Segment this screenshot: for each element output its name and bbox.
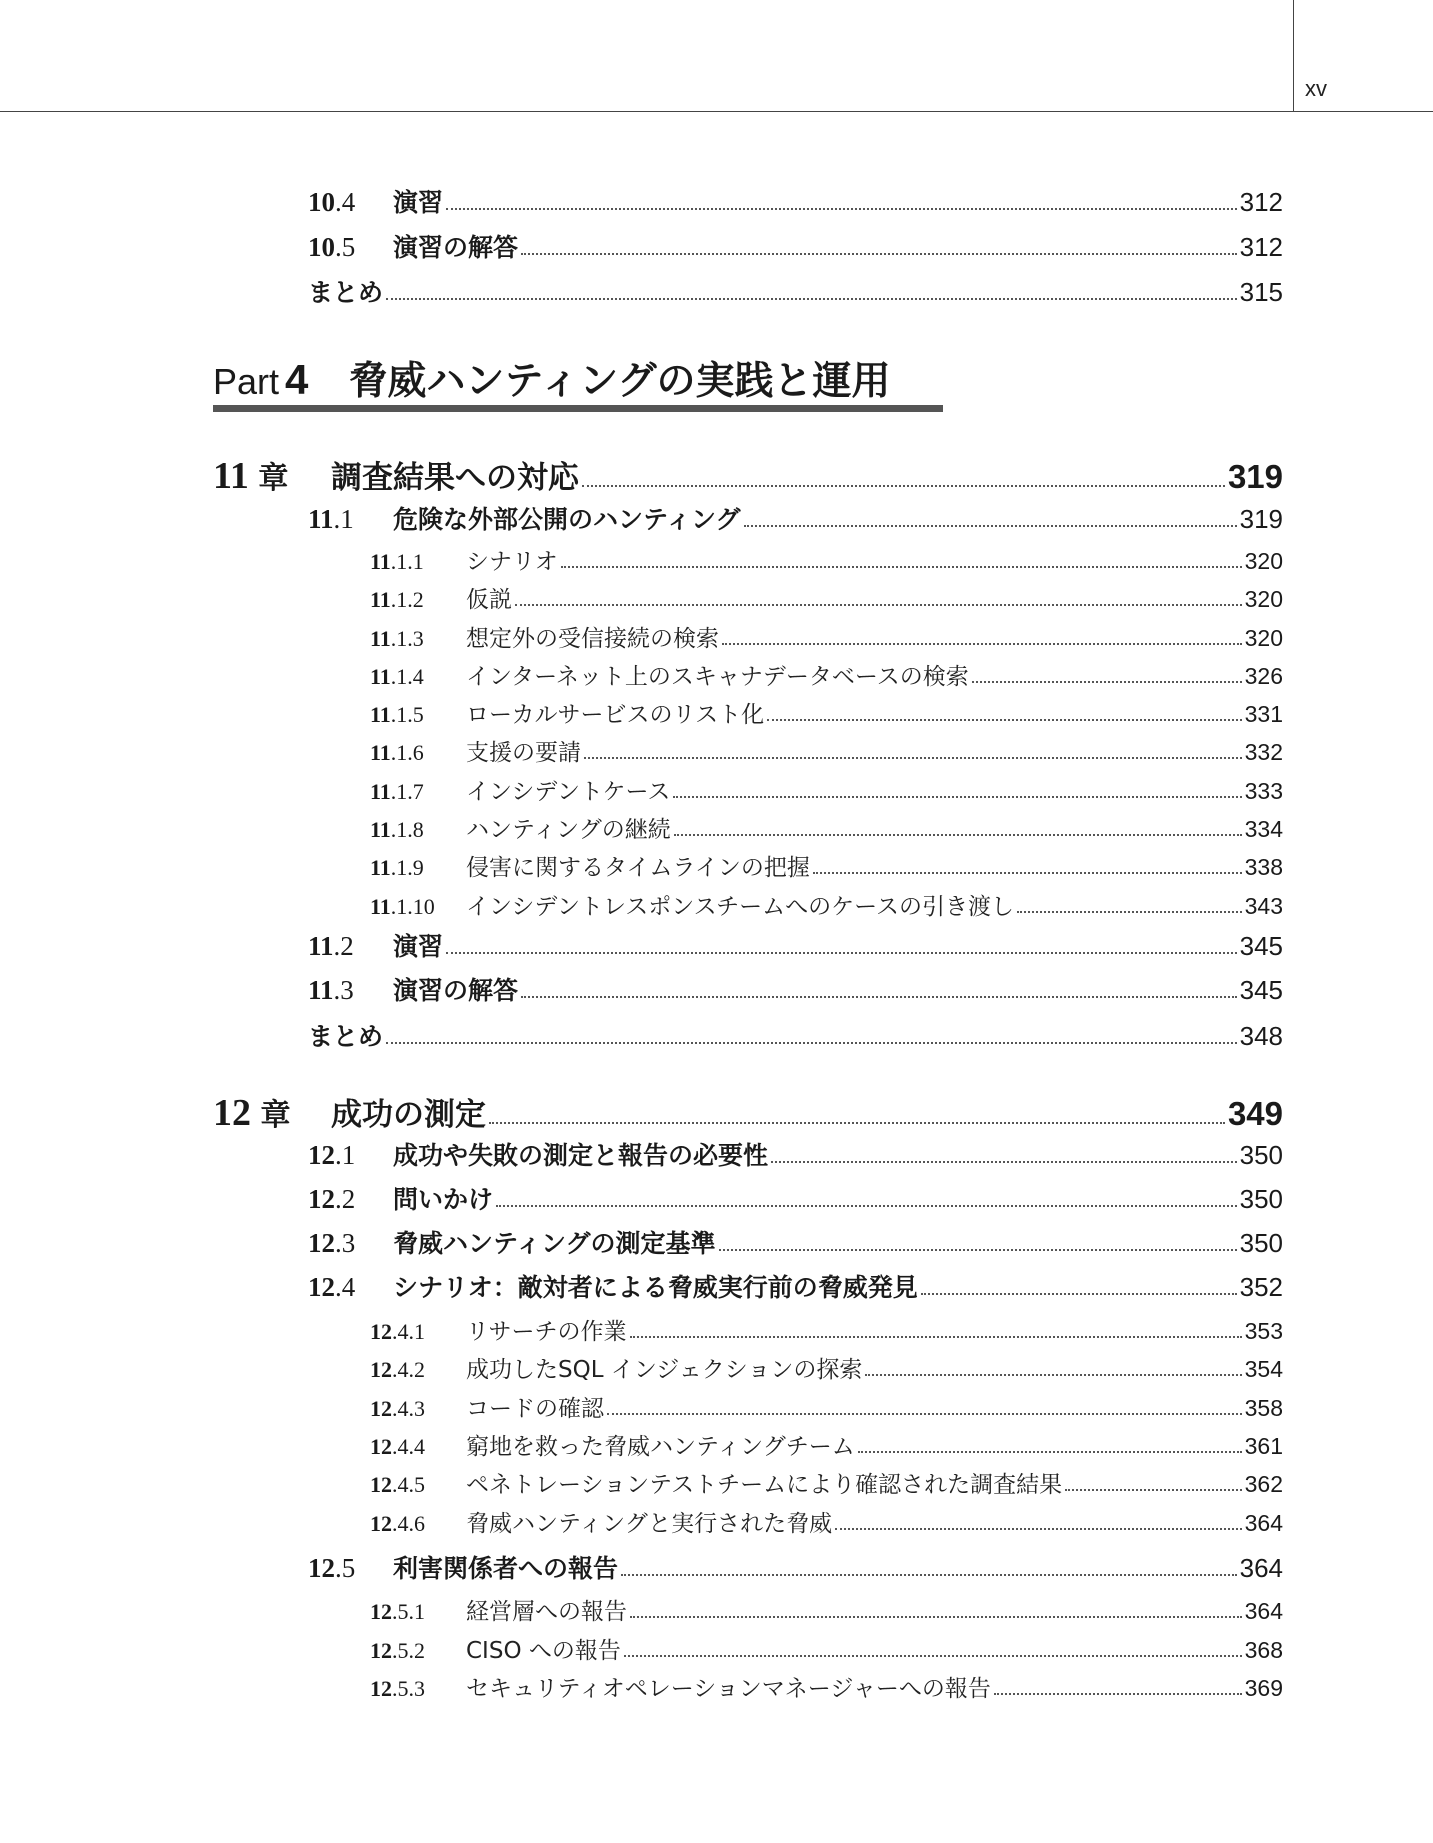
entry-title: 問いかけ (393, 1185, 494, 1214)
section-number: 12.4.5 (370, 1472, 425, 1497)
entry-title: インシデントケース (466, 779, 671, 805)
entry-title: リサーチの作業 (466, 1319, 627, 1345)
entry-page: 345 (1239, 931, 1283, 961)
entry-page: 362 (1244, 1471, 1283, 1497)
dot-leader (496, 1204, 1237, 1207)
dot-leader (767, 718, 1242, 721)
section-entry[interactable] (308, 971, 1283, 1007)
section-entry[interactable] (308, 1136, 1283, 1172)
subsection-entry[interactable] (370, 1670, 1283, 1703)
entry-page: 354 (1244, 1356, 1283, 1382)
entry-title: 利害関係者への報告 (393, 1554, 619, 1583)
entry-title: 経営層への報告 (466, 1599, 627, 1625)
entry-page: 331 (1244, 701, 1283, 727)
entry-page: 343 (1244, 893, 1283, 919)
page-number: xv (1305, 76, 1327, 101)
section-number: 11.1.6 (370, 740, 424, 765)
dot-leader (719, 1248, 1237, 1251)
entry-title: インシデントレスポンスチームへのケースの引き渡し (466, 894, 1014, 920)
section-number: 12.5.1 (370, 1599, 425, 1624)
section-number: 11.1.8 (370, 817, 424, 842)
section-number: 12.5.3 (370, 1676, 425, 1701)
chapter-number: 12 章 (213, 1092, 291, 1134)
section-number: 12.4 (308, 1272, 356, 1302)
section-number: 11.1.4 (370, 664, 424, 689)
part-label: Part (213, 361, 280, 402)
entry-page: 320 (1244, 586, 1283, 612)
header-side-rule (1293, 0, 1294, 111)
entry-page: 333 (1244, 778, 1283, 804)
entry-title: まとめ (308, 1022, 384, 1051)
dot-leader (521, 252, 1237, 255)
chapter-title: 調査結果への対応 (331, 460, 579, 496)
dot-leader (630, 1335, 1242, 1338)
entry-page: 348 (1239, 1021, 1283, 1051)
section-entry[interactable] (308, 1549, 1283, 1585)
chapter-title: 成功の測定 (331, 1097, 486, 1133)
entry-title: 危険な外部公開のハンティング (393, 505, 741, 534)
section-entry[interactable] (308, 927, 1283, 963)
entry-page: 350 (1239, 1140, 1283, 1170)
section-number: 12.4.3 (370, 1396, 425, 1421)
subsection-entry[interactable] (370, 1313, 1283, 1346)
section-number: 11.3 (308, 975, 354, 1005)
entry-title: ローカルサービスのリスト化 (466, 702, 765, 728)
entry-title: 脅威ハンティングと実行された脅威 (466, 1511, 833, 1537)
entry-title: 窮地を救った脅威ハンティングチーム (466, 1434, 855, 1460)
section-number: 11.1.10 (370, 894, 435, 919)
section-entry[interactable] (308, 228, 1283, 264)
dot-leader (386, 297, 1237, 300)
dot-leader (446, 207, 1237, 210)
subsection-entry[interactable] (370, 581, 1283, 614)
dot-leader (515, 603, 1242, 606)
entry-page: 338 (1244, 854, 1283, 880)
dot-leader (744, 524, 1237, 527)
part-number: 4 (285, 356, 309, 403)
chapter-page: 349 (1227, 1095, 1283, 1132)
entry-page: 353 (1244, 1318, 1283, 1344)
section-number: 12.4.6 (370, 1511, 425, 1536)
entry-page: 368 (1244, 1637, 1283, 1663)
subsection-entry[interactable] (370, 658, 1283, 691)
section-number: 11.1.3 (370, 626, 424, 651)
dot-leader (972, 680, 1242, 683)
entry-page: 312 (1239, 232, 1283, 262)
entry-title: 支援の要請 (466, 740, 581, 766)
entry-title: インターネット上のスキャナデータベースの検索 (466, 664, 969, 690)
section-number: 12.1 (308, 1140, 356, 1170)
dot-leader (446, 951, 1237, 954)
subsection-entry[interactable] (370, 543, 1283, 576)
entry-page: 361 (1244, 1433, 1283, 1459)
section-number: 11.1.5 (370, 702, 424, 727)
entry-page: 350 (1239, 1184, 1283, 1214)
entry-title: 成功したSQL インジェクションの探索 (466, 1357, 863, 1383)
section-number: 12.2 (308, 1184, 356, 1214)
entry-title: 想定外の受信接続の検索 (466, 626, 719, 652)
dot-leader (921, 1292, 1237, 1295)
entry-title: ハンティングの継続 (466, 817, 671, 843)
entry-title: 演習 (393, 932, 444, 961)
subsection-entry[interactable] (370, 811, 1283, 844)
entry-title: セキュリティオペレーションマネージャーへの報告 (466, 1676, 991, 1702)
entry-title: 演習 (393, 188, 444, 217)
dot-leader (607, 1412, 1242, 1415)
entry-page: 350 (1239, 1228, 1283, 1258)
section-number: 12.5.2 (370, 1638, 425, 1663)
dot-leader (771, 1160, 1237, 1163)
section-number: 11.1.7 (370, 779, 424, 804)
section-number: 12.4.1 (370, 1319, 425, 1344)
header-rule (0, 111, 1433, 112)
section-entry[interactable] (308, 1180, 1283, 1216)
subsection-entry[interactable] (370, 1390, 1283, 1423)
entry-page: 364 (1244, 1598, 1283, 1624)
dot-leader (722, 642, 1242, 645)
dot-leader (630, 1615, 1242, 1618)
section-number: 12.5 (308, 1553, 356, 1583)
dot-leader (386, 1041, 1237, 1044)
dot-leader (624, 1654, 1242, 1657)
section-number: 11.1 (308, 504, 354, 534)
entry-page: 320 (1244, 625, 1283, 651)
section-number: 12.4.4 (370, 1434, 425, 1459)
entry-title: ペネトレーションテストチームにより確認された調査結果 (466, 1472, 1063, 1498)
section-entry[interactable] (308, 500, 1283, 536)
section-entry[interactable] (308, 1268, 1283, 1304)
part-title: 脅威ハンティングの実践と運用 (348, 359, 891, 404)
chapter-page: 319 (1227, 458, 1283, 495)
dot-leader (584, 756, 1242, 759)
part-heading (213, 350, 891, 406)
entry-title: 成功や失敗の測定と報告の必要性 (393, 1141, 769, 1170)
section-number: 12.3 (308, 1228, 356, 1258)
entry-title: 侵害に関するタイムラインの把握 (466, 855, 810, 881)
section-number: 10.5 (308, 232, 356, 262)
subsection-entry[interactable] (370, 1466, 1283, 1499)
summary-entry[interactable] (308, 1017, 1283, 1053)
entry-page: 319 (1239, 504, 1283, 534)
entry-page: 332 (1244, 739, 1283, 765)
entry-title: まとめ (308, 278, 384, 307)
subsection-entry[interactable] (370, 1505, 1283, 1538)
subsection-entry[interactable] (370, 849, 1283, 882)
subsection-entry[interactable] (370, 1351, 1283, 1384)
section-entry[interactable] (308, 183, 1283, 219)
section-number: 11.1.9 (370, 855, 424, 880)
subsection-entry[interactable] (370, 1632, 1283, 1665)
entry-page: 364 (1239, 1553, 1283, 1583)
dot-leader (674, 833, 1242, 836)
entry-title: シナリオ：敵対者による脅威実行前の脅威発見 (393, 1273, 918, 1302)
entry-page: 326 (1244, 663, 1283, 689)
subsection-entry[interactable] (370, 773, 1283, 806)
dot-leader (858, 1450, 1242, 1453)
entry-title: 脅威ハンティングの測定基準 (393, 1229, 716, 1258)
subsection-entry[interactable] (370, 888, 1283, 921)
dot-leader (1065, 1488, 1241, 1491)
dot-leader (994, 1692, 1242, 1695)
entry-page: 369 (1244, 1675, 1283, 1701)
subsection-entry[interactable] (370, 1593, 1283, 1626)
section-number: 10.4 (308, 187, 356, 217)
summary-entry[interactable] (308, 273, 1283, 309)
subsection-entry[interactable] (370, 1428, 1283, 1461)
section-number: 11.2 (308, 931, 354, 961)
chapter-11-entry[interactable] (213, 452, 1283, 498)
dot-leader (582, 484, 1225, 487)
dot-leader (1017, 910, 1242, 913)
dot-leader (835, 1527, 1241, 1530)
chapter-12-entry[interactable] (213, 1089, 1283, 1135)
entry-page: 315 (1239, 277, 1283, 307)
dot-leader (521, 995, 1237, 998)
entry-page: 352 (1239, 1272, 1283, 1302)
part-underline (213, 405, 943, 412)
subsection-entry[interactable] (370, 696, 1283, 729)
dot-leader (489, 1121, 1225, 1124)
chapter-number: 11 章 (213, 455, 289, 497)
dot-leader (813, 871, 1242, 874)
entry-page: 334 (1244, 816, 1283, 842)
entry-title: 演習の解答 (393, 976, 519, 1005)
entry-page: 312 (1239, 187, 1283, 217)
entry-title: シナリオ (466, 549, 558, 575)
section-number: 12.4.2 (370, 1357, 425, 1382)
section-entry[interactable] (308, 1224, 1283, 1260)
entry-page: 345 (1239, 975, 1283, 1005)
dot-leader (673, 795, 1241, 798)
entry-title: コードの確認 (466, 1396, 604, 1422)
entry-title: CISO への報告 (466, 1638, 621, 1664)
entry-title: 演習の解答 (393, 233, 519, 262)
entry-page: 320 (1244, 548, 1283, 574)
entry-page: 358 (1244, 1395, 1283, 1421)
section-number: 11.1.2 (370, 587, 424, 612)
entry-title: 仮説 (466, 587, 512, 613)
dot-leader (621, 1573, 1237, 1576)
subsection-entry[interactable] (370, 620, 1283, 653)
section-number: 11.1.1 (370, 549, 424, 574)
entry-page: 364 (1244, 1510, 1283, 1536)
dot-leader (865, 1373, 1241, 1376)
subsection-entry[interactable] (370, 734, 1283, 767)
dot-leader (561, 565, 1242, 568)
